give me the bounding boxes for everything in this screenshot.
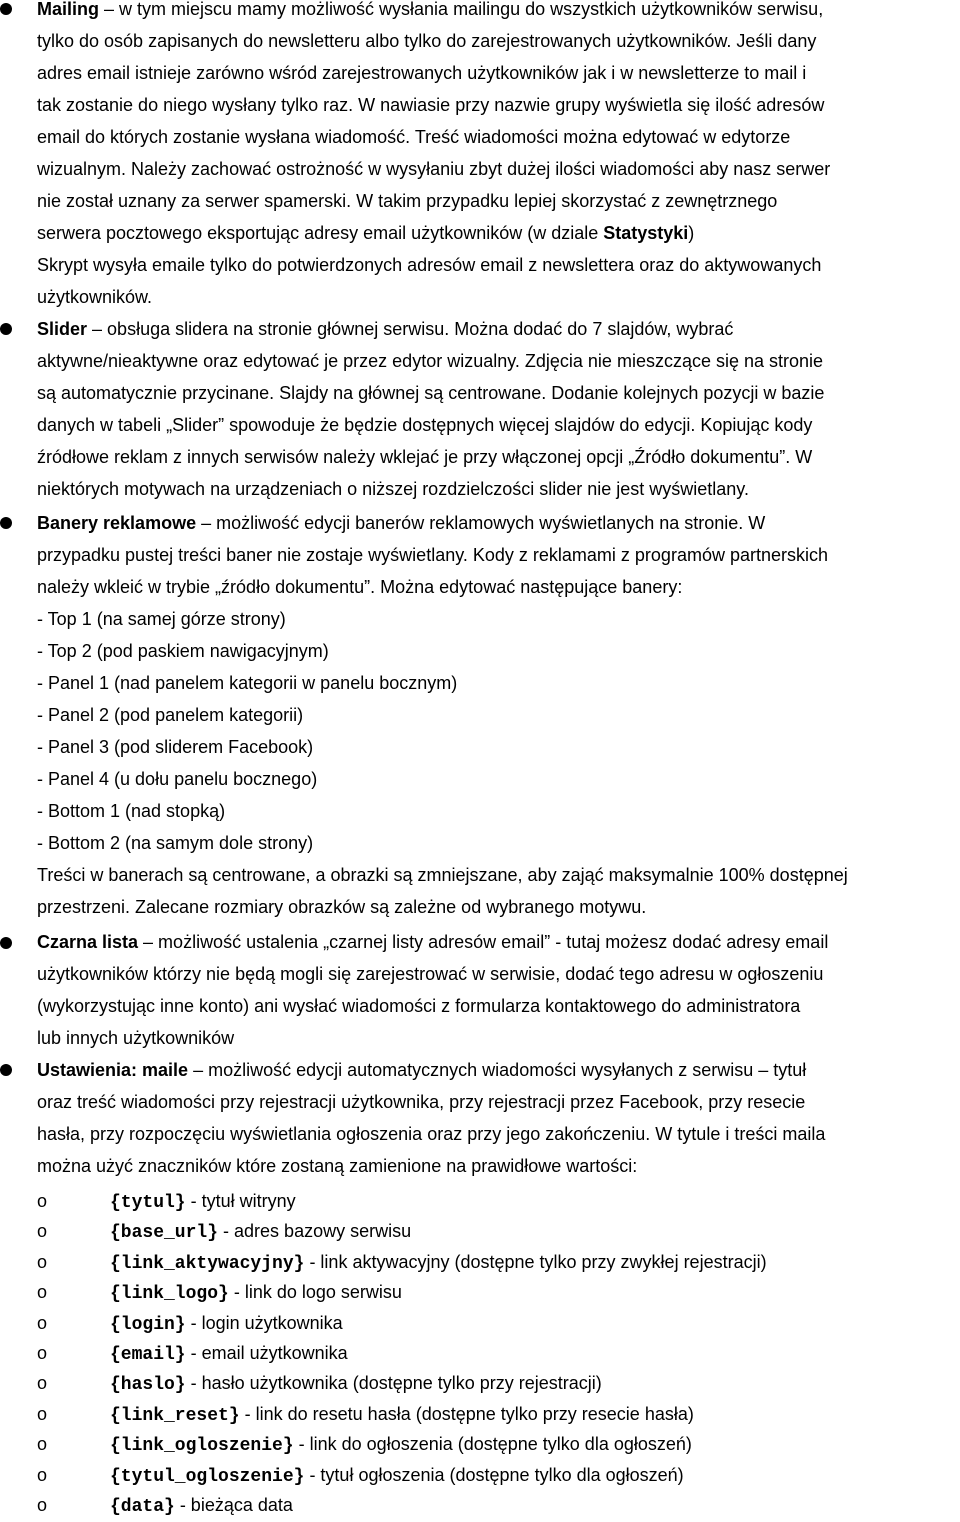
bullet-icon [0, 3, 12, 15]
text-line [37, 507, 960, 539]
text-line [37, 795, 960, 827]
text-segment: - Bottom 1 (nad stopką) [37, 801, 226, 821]
sublist-marker: o [37, 1434, 48, 1455]
text-segment: aktywne/nieaktywne oraz edytować je przez edytor wizualny. Zdjęcia nie mieszczące się na stronie [37, 351, 824, 371]
text-line [37, 1022, 960, 1054]
section-slider [37, 313, 960, 505]
text-segment: użytkowników którzy nie będą mogli się zarejestrować w serwisie, dodać tego adresu w ogłoszeniu [37, 964, 824, 984]
text-segment: tylko do osób zapisanych do newsletteru albo tylko do zarejestrowanych użytkowników. Jeśli dany [37, 31, 817, 51]
text-segment: można użyć znaczników które zostaną zamienione na prawidłowe wartości: [37, 1156, 638, 1176]
text-line [37, 1054, 960, 1086]
placeholder-description: - link do logo serwisu [228, 1282, 402, 1303]
text-line [37, 345, 960, 377]
list-item [110, 1338, 348, 1370]
bold-term: Mailing [37, 0, 99, 19]
text-line [37, 409, 960, 441]
text-segment: email do których zostanie wysłana wiadomość. Treść wiadomości można edytować w edytorze [37, 127, 791, 147]
text-segment: należy wkleić w trybie „źródło dokumentu”. Można edytować następujące banery: [37, 577, 683, 597]
placeholder-description: - tytuł witryny [185, 1191, 296, 1211]
text-line [37, 57, 960, 89]
sublist-marker: o [37, 1312, 48, 1333]
text-segment: serwera pocztowego eksportując adresy email użytkowników (w dziale [37, 223, 604, 243]
text-segment: – obsługa slidera na stronie głównej serwisu. Można dodać do 7 slajdów, wybrać [87, 319, 734, 339]
list-item [110, 1247, 767, 1279]
text-segment: wizualnym. Należy zachować ostrożność w wysyłaniu zbyt dużej ilości wiadomości aby nasz serwer [37, 159, 831, 179]
text-segment: (wykorzystując inne konto) ani wysłać wiadomości z formularza kontaktowego do administratora [37, 996, 801, 1016]
placeholder-tag: {email} [110, 1345, 186, 1365]
text-line [37, 185, 960, 217]
text-line [37, 249, 960, 281]
text-line [37, 473, 960, 505]
bold-term: Czarna lista [37, 932, 139, 952]
text-line [37, 635, 960, 667]
text-line [37, 217, 960, 249]
text-segment: Treści w banerach są centrowane, a obrazki są zmniejszane, aby zająć maksymalnie 100% dostępnej [37, 865, 848, 885]
text-segment: - Top 2 (pod paskiem nawigacyjnym) [37, 641, 329, 661]
text-line [37, 1118, 960, 1150]
sublist-marker: o [37, 1403, 48, 1424]
bold-term: Banery reklamowe [37, 513, 197, 533]
section-czarna-lista [37, 926, 960, 1054]
sublist-marker: o [37, 1282, 48, 1303]
text-line [37, 121, 960, 153]
bold-term: Slider [37, 319, 88, 339]
text-segment: - Panel 4 (u dołu panelu bocznego) [37, 769, 318, 789]
list-item [110, 1490, 293, 1522]
list-item [110, 1308, 343, 1340]
text-segment: źródłowe reklam z innych serwisów należy wklejać je przy włączonej opcji „Źródło dokumentu”. W [37, 447, 813, 467]
bullet-icon [0, 937, 12, 949]
bold-term: Ustawienia: maile [37, 1060, 189, 1080]
text-segment: są automatycznie przycinane. Slajdy na głównej są centrowane. Dodanie kolejnych pozycji w bazie [37, 383, 825, 403]
text-segment: - Panel 3 (pod sliderem Facebook) [37, 737, 314, 757]
text-segment: - Panel 2 (pod panelem kategorii) [37, 705, 304, 725]
placeholder-description: - link aktywacyjny (dostępne tylko przy zwykłej rejestracji) [304, 1251, 767, 1272]
sublist-marker: o [37, 1373, 48, 1394]
placeholder-description: - login użytkownika [185, 1312, 343, 1333]
placeholder-tag: {link_logo} [110, 1284, 229, 1305]
text-segment: użytkowników. [37, 287, 153, 307]
text-segment: - Bottom 2 (na samym dole strony) [37, 833, 314, 853]
list-item [110, 1186, 296, 1218]
text-segment: tak zostanie do niego wysłany tylko raz. W nawiasie przy nazwie grupy wyświetla się ilość adresów [37, 95, 825, 115]
text-line [37, 926, 960, 958]
text-segment: – w tym miejscu mamy możliwość wysłania mailingu do wszystkich użytkowników serwisu, [99, 0, 824, 19]
list-item [110, 1368, 602, 1400]
text-line [37, 667, 960, 699]
placeholder-tag: {link_ogloszenie} [110, 1436, 294, 1457]
placeholder-tag: {link_aktywacyjny} [110, 1253, 305, 1274]
placeholder-tag: {link_reset} [110, 1405, 240, 1426]
text-segment: niektórych motywach na urządzeniach o niższej rozdzielczości slider nie jest wyświetlany. [37, 479, 749, 499]
list-item [110, 1460, 684, 1492]
text-line [37, 313, 960, 345]
text-line [37, 891, 960, 923]
text-segment: – możliwość edycji automatycznych wiadomości wysyłanych z serwisu – tytuł [188, 1060, 807, 1080]
text-line [37, 539, 960, 571]
text-line [37, 0, 960, 25]
bullet-icon [0, 517, 12, 529]
text-line [37, 281, 960, 313]
text-segment: - Top 1 (na samej górze strony) [37, 609, 286, 629]
bullet-icon [0, 1064, 12, 1076]
text-segment: nie został uznany za serwer spamerski. W takim przypadku lepiej skorzystać z zewnętrznego [37, 191, 778, 211]
text-segment: – możliwość ustalenia „czarnej listy adresów email” - tutaj możesz dodać adresy email [138, 932, 829, 952]
text-line [37, 89, 960, 121]
placeholder-tag: {login} [110, 1314, 186, 1335]
text-line [37, 990, 960, 1022]
text-segment: Skrypt wysyła emaile tylko do potwierdzonych adresów email z newslettera oraz do aktywowanych [37, 255, 822, 275]
section-banery [37, 507, 960, 923]
list-item [110, 1277, 402, 1309]
placeholder-description: - tytuł ogłoszenia (dostępne tylko dla ogłoszeń) [304, 1464, 684, 1485]
text-line [37, 25, 960, 57]
section-ustawienia-maile [37, 1054, 960, 1182]
placeholder-tag: {tytul_ogloszenie} [110, 1466, 305, 1487]
placeholder-description: - link do ogłoszenia (dostępne tylko dla ogłoszeń) [293, 1434, 692, 1455]
text-segment: adres email istnieje zarówno wśród zarejestrowanych użytkowników jak i w newsletterze to mail i [37, 63, 807, 83]
sublist-marker: o [37, 1464, 48, 1485]
text-line [37, 699, 960, 731]
placeholder-description: - adres bazowy serwisu [218, 1221, 412, 1242]
text-segment: - Panel 1 (nad panelem kategorii w panelu bocznym) [37, 673, 458, 693]
text-line [37, 603, 960, 635]
placeholder-description: - bieżąca data [174, 1495, 293, 1515]
text-line [37, 571, 960, 603]
placeholder-tag: {haslo} [110, 1375, 186, 1396]
placeholder-tag: {tytul} [110, 1193, 186, 1213]
text-segment: ) [688, 223, 695, 243]
text-line [37, 153, 960, 185]
list-item [110, 1429, 692, 1461]
text-segment: – możliwość edycji banerów reklamowych wyświetlanych na stronie. W [196, 513, 766, 533]
text-line [37, 1150, 960, 1182]
placeholder-tag: {data} [110, 1497, 175, 1517]
text-segment: lub innych użytkowników [37, 1028, 235, 1048]
bold-term: Statystyki [603, 223, 689, 243]
text-line [37, 441, 960, 473]
sublist-marker: o [37, 1251, 48, 1272]
text-segment: przestrzeni. Zalecane rozmiary obrazków są zależne od wybranego motywu. [37, 897, 647, 917]
text-segment: hasła, przy rozpoczęciu wyświetlania ogłoszenia oraz przy jego zakończeniu. W tytule i treści maila [37, 1124, 826, 1144]
list-item [110, 1399, 694, 1431]
bullet-icon [0, 323, 12, 335]
text-line [37, 859, 960, 891]
text-line [37, 1086, 960, 1118]
placeholder-description: - email użytkownika [185, 1343, 348, 1363]
text-line [37, 731, 960, 763]
placeholder-description: - link do resetu hasła (dostępne tylko przy resecie hasła) [239, 1403, 694, 1424]
text-segment: danych w tabeli „Slider” spowoduje że będzie dostępnych więcej slajdów do edycji. Kopiując kody [37, 415, 813, 435]
text-line [37, 763, 960, 795]
text-segment: oraz treść wiadomości przy rejestracji użytkownika, przy rejestracji przez Facebook, przy resecie [37, 1092, 806, 1112]
sublist-marker: o [37, 1221, 48, 1242]
text-segment: przypadku pustej treści baner nie zostaje wyświetlany. Kody z reklamami z programów partnerskich [37, 545, 828, 565]
text-line [37, 827, 960, 859]
placeholder-description: - hasło użytkownika (dostępne tylko przy rejestracji) [185, 1373, 602, 1394]
sublist-marker: o [37, 1495, 48, 1515]
text-line [37, 377, 960, 409]
sublist-marker: o [37, 1343, 48, 1363]
section-mailing [37, 0, 960, 313]
text-line [37, 958, 960, 990]
placeholder-tag: {base_url} [110, 1223, 219, 1244]
list-item [110, 1216, 411, 1248]
sublist-marker: o [37, 1191, 48, 1211]
